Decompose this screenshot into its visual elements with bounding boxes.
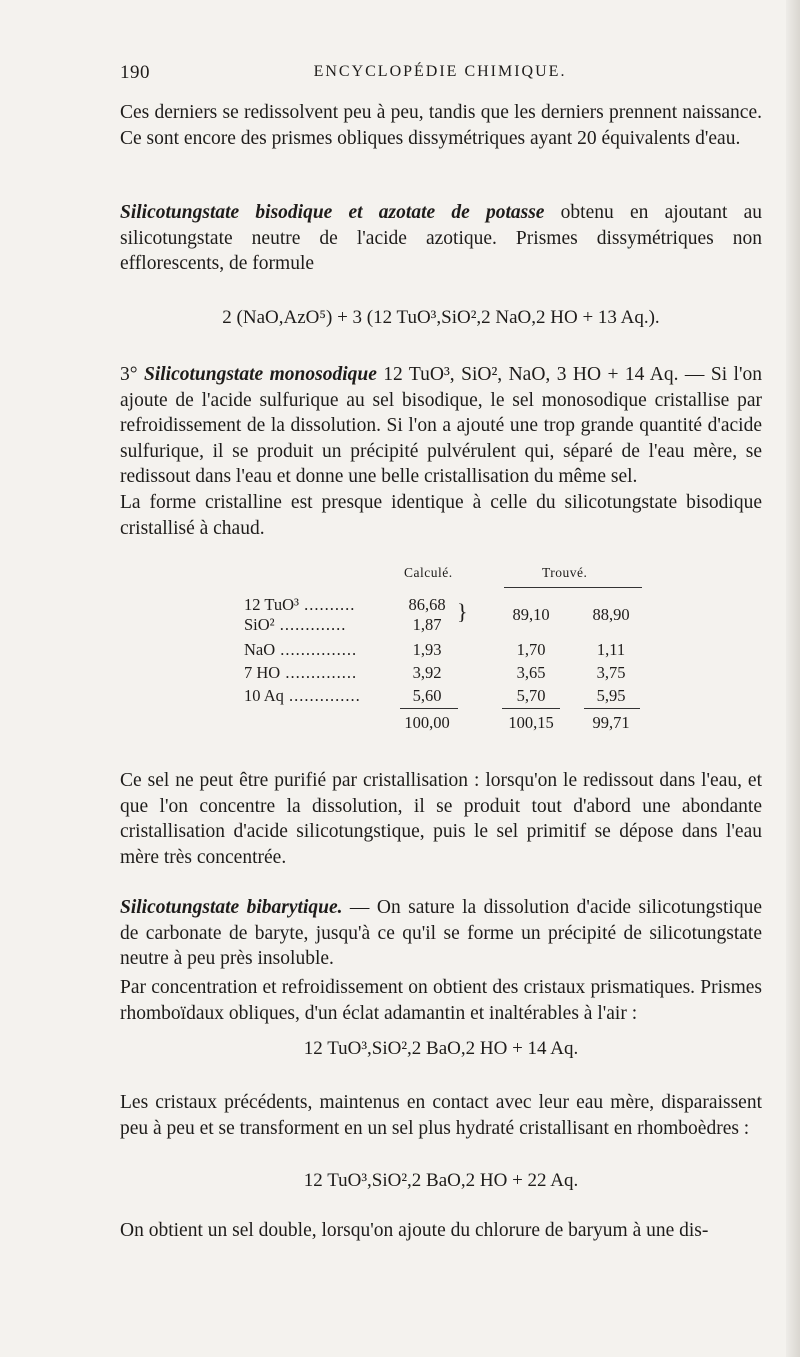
calc-value: 3,92	[412, 663, 442, 682]
paragraph-2	[120, 200, 762, 277]
total-calc: 100,00	[404, 713, 450, 732]
header-calculated: Calculé.	[404, 565, 453, 580]
found-merged-1: 89,10	[512, 605, 550, 624]
found-value-2: 3,75	[596, 663, 626, 682]
formula-1: 2 (NaO,AzO⁵) + 3 (12 TuO³,SiO²,2 NaO,2 HO + 13 Aq.).	[222, 307, 660, 328]
total-rule	[400, 708, 458, 709]
formula-2: 12 TuO³,SiO²,2 BaO,2 HO + 14 Aq.	[303, 1038, 579, 1059]
total-found-1: 100,15	[508, 713, 554, 732]
total-found-2: 99,71	[592, 713, 630, 732]
paragraph-3-number: 3°	[120, 364, 144, 385]
paragraph-4: La forme cristalline est presque identique à celle du silicotungstate bisodique cristallisé à chaud.	[120, 492, 762, 539]
paragraph-6-text: — On sature la dissolution d'acide silicotungstique de carbonate de baryte, jusqu'à ce qu'il se forme un précipité de silicotungstate neutre à peu près insoluble.	[120, 897, 763, 969]
paragraph-2-text: obtenu en ajoutant au silicotungstate neutre de l'acide azotique. Prismes dissymétriques non efflorescents, de formule	[120, 202, 762, 274]
row-label-aq: 10 Aq ..............	[244, 686, 361, 705]
paragraph-3	[120, 362, 762, 490]
header-found: Trouvé.	[542, 565, 588, 580]
paragraph-8: Les cristaux précédents, maintenus en contact avec leur eau mère, disparaissent peu à peu et se transforment en un sel plus hydraté cristallisant en rhomboèdres :	[120, 1092, 762, 1139]
found-value-2: 5,95	[596, 686, 626, 705]
page-header	[120, 62, 760, 92]
found-value-1: 3,65	[516, 663, 546, 682]
formula-3: 12 TuO³,SiO²,2 BaO,2 HO + 22 Aq.	[303, 1170, 579, 1191]
total-rule	[502, 708, 560, 709]
paragraph-3-formula: 12 TuO³, SiO², NaO, 3 HO + 14 Aq.	[376, 364, 679, 385]
paragraph-9: On obtient un sel double, lorsqu'on ajoute du chlorure de baryum à une dis-	[120, 1220, 709, 1241]
found-merged-2: 88,90	[592, 605, 630, 624]
found-value-1: 5,70	[516, 686, 546, 705]
analysis-table	[244, 565, 664, 735]
row-label-nao: NaO ...............	[244, 640, 358, 659]
row-label-tuo3: 12 TuO³ ..........	[244, 595, 356, 614]
page-number: 190	[120, 62, 150, 83]
row-label-ho: 7 HO ..............	[244, 663, 358, 682]
paragraph-1: Ces derniers se redissolvent peu à peu, tandis que les derniers prennent naissance. Ce sont encore des prismes obliques dissymétriques ayant 20 équivalents d'eau.	[120, 102, 762, 149]
header-found-brace	[504, 587, 642, 588]
page-edge-shadow	[786, 0, 800, 1357]
calc-value: 86,68	[408, 595, 446, 614]
brace: }	[457, 599, 468, 624]
paragraph-6-title: Silicotungstate bibarytique.	[120, 897, 343, 918]
paragraph-3-title: Silicotungstate monosodique	[143, 364, 377, 385]
found-value-2: 1,11	[596, 640, 626, 659]
calc-value: 5,60	[412, 686, 442, 705]
paragraph-3-text: — Si l'on ajoute de l'acide sulfurique au sel bisodique, le sel monosodique cristallise par refroidissement de la dissolution. Si l'on a ajouté une trop grande quantité d'acide sulfurique, il se produit un précipité pulvérulent qui, séparé de l'eau mère, se redissout dans l'eau et donne une belle cristallisation du même sel.	[120, 364, 762, 487]
paragraph-2-title: Silicotungstate bisodique et azotate de potasse	[120, 202, 545, 223]
calc-value: 1,87	[412, 615, 442, 634]
paragraph-6	[120, 895, 762, 972]
found-value-1: 1,70	[516, 640, 546, 659]
calc-value: 1,93	[412, 640, 442, 659]
paragraph-7: Par concentration et refroidissement on obtient des cristaux prismatiques. Prismes rhomboïdaux obliques, d'un éclat adamantin et inaltérables à l'air :	[120, 977, 762, 1024]
running-head: ENCYCLOPÉDIE CHIMIQUE.	[313, 63, 567, 80]
row-label-sio2: SiO² .............	[244, 615, 347, 634]
total-rule	[584, 708, 640, 709]
paragraph-5: Ce sel ne peut être purifié par cristallisation : lorsqu'on le redissout dans l'eau, et que l'on concentre la dissolution, il se produit tout d'abord une abondante cristallisation d'acide silicotungstique, puis le sel primitif se dépose dans l'eau mère très concentrée.	[120, 770, 762, 868]
